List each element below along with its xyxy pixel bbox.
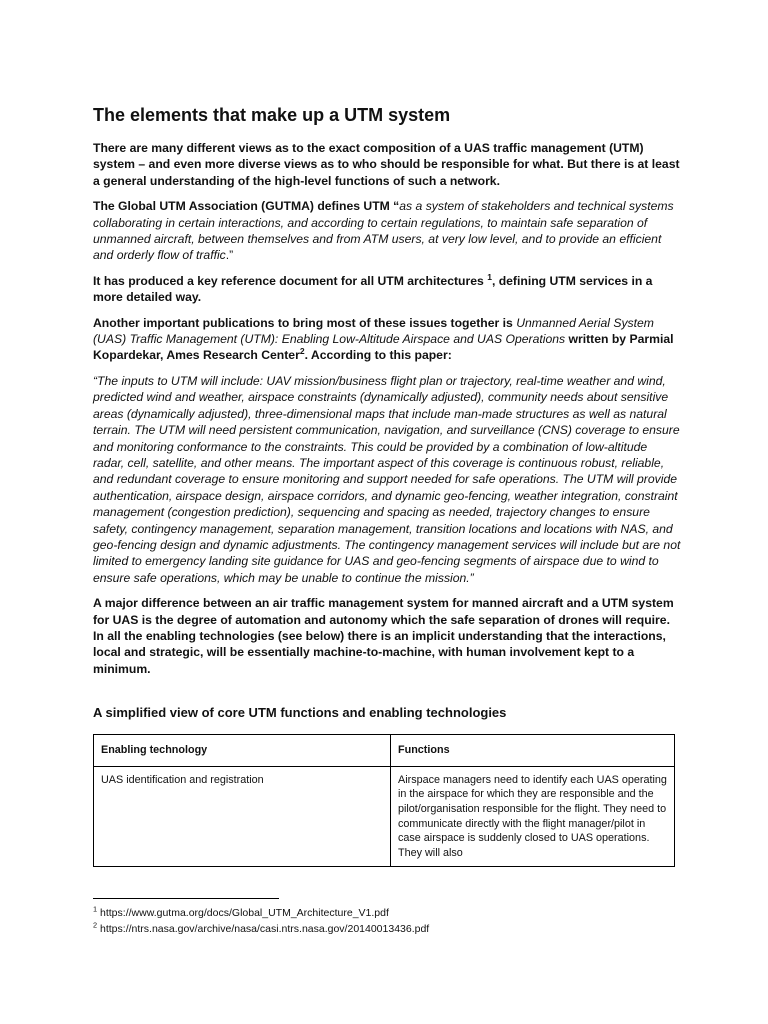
gutma-lead: The Global UTM Association (GUTMA) defines UTM “ [93,199,400,214]
table-title: A simplified view of core UTM functions and enabling technologies [93,705,507,721]
publication-text-a: Another important publications to bring most of these issues together is [93,315,517,330]
reference-text-a: It has produced a key reference document for all UTM architectures [93,273,488,288]
page-content [93,104,681,867]
gutma-definition-quote: as a system of stakeholders and technical systems collaborating in certain interactions, and according to certain regulations, to maintain safe separation of unmanned aircraft, between themselves and from ATM users, at very low level, and to provide an efficient and orderly flow of traffic [93,199,674,263]
footnote-link[interactable]: https://ntrs.nasa.gov/archive/nasa/casi.ntrs.nasa.gov/20140013436.pdf [97,923,430,935]
footnote-number: 1 [93,904,98,914]
section-heading: The elements that make up a UTM system [93,105,451,125]
paragraph-publication [93,315,681,364]
paragraph-intro: There are many different views as to the exact composition of a UAS traffic management (UTM) system – and even more diverse views as to who should be responsible for what. But there is at least a general understanding of the high-level functions of such a network. [93,141,680,188]
paragraph-gutma [93,198,681,264]
table-header-row [94,735,675,767]
footnote-1 [93,905,429,921]
footnotes [93,905,429,937]
publication-title: Unmanned Aerial System (UAS) Traffic Management (UTM): Enabling Low-Altitude Airspace and UAS Operations [93,315,654,347]
table-cell: Airspace managers need to identify each UAS operating in the airspace for which they are responsible and the pilot/organisation responsible for the flight. They need to communicate directly with the flight manager/pilot in case airspace is suddenly closed to UAS operations. They will also [391,766,675,867]
paragraph-utm-quote: “The inputs to UTM will include: UAV mission/business flight plan or trajectory, real-time weather and wind, predicted wind and weather, airspace constraints (dynamically adjusted), community needs about sensitive areas (dynamically adjusted), three-dimensional maps that include man-made structures as well as natural terrain. The UTM will need persistent communication, navigation, and surveillance (CNS) coverage to ensure and monitoring conformance to the constraints. This could be provided by a combination of low-altitude radar, cell, satellite, and other means. The important aspect of this coverage is continuous robust, reliable, and redundant coverage to ensure monitoring and support needed for safe operations. The UTM will provide authentication, airspace design, airspace corridors, and dynamic geo-fencing, weather integration, constraint management (congestion prediction), sequencing and spacing as needed, trajectory changes to ensure safety, contingency management, separation management, transition locations and locations with NAS, and geo-fencing design and dynamic adjustments. The contingency management services will include but are not limited to emergency landing site guidance for UAS and geo-fencing segments of airspace due to wind to ensure safe operations, which may be unable to continue the mission.” [93,373,681,585]
reference-text-b: , defining UTM services in a more detailed way. [93,273,653,305]
table-cell: UAS identification and registration [94,766,391,867]
utm-functions-table [93,734,675,867]
footnote-link[interactable]: https://www.gutma.org/docs/Global_UTM_Architecture_V1.pdf [97,907,389,919]
paragraph-reference [93,273,681,306]
publication-text-b: written by Parmial Kopardekar, Ames Research Center [93,332,674,363]
footnote-divider [93,898,279,899]
gutma-quote-end: .” [225,248,234,263]
footnote-ref-2: 2 [299,346,305,357]
table-header-cell: Enabling technology [94,735,391,767]
table-row [94,766,675,867]
paragraph-automation: A major difference between an air traffic management system for manned aircraft and a UTM system for UAS is the degree of automation and autonomy which the safe separation of drones will require. In all the enabling technologies (see below) there is an implicit understanding that the interactions, local and strategic, will be essentially machine-to-machine, with human involvement kept to a minimum. [93,596,674,676]
publication-text-c: . According to this paper: [304,348,452,363]
footnote-number: 2 [93,920,98,930]
footnote-2 [93,921,429,937]
footnote-ref-1: 1 [487,271,492,282]
table-header-cell: Functions [391,735,675,767]
